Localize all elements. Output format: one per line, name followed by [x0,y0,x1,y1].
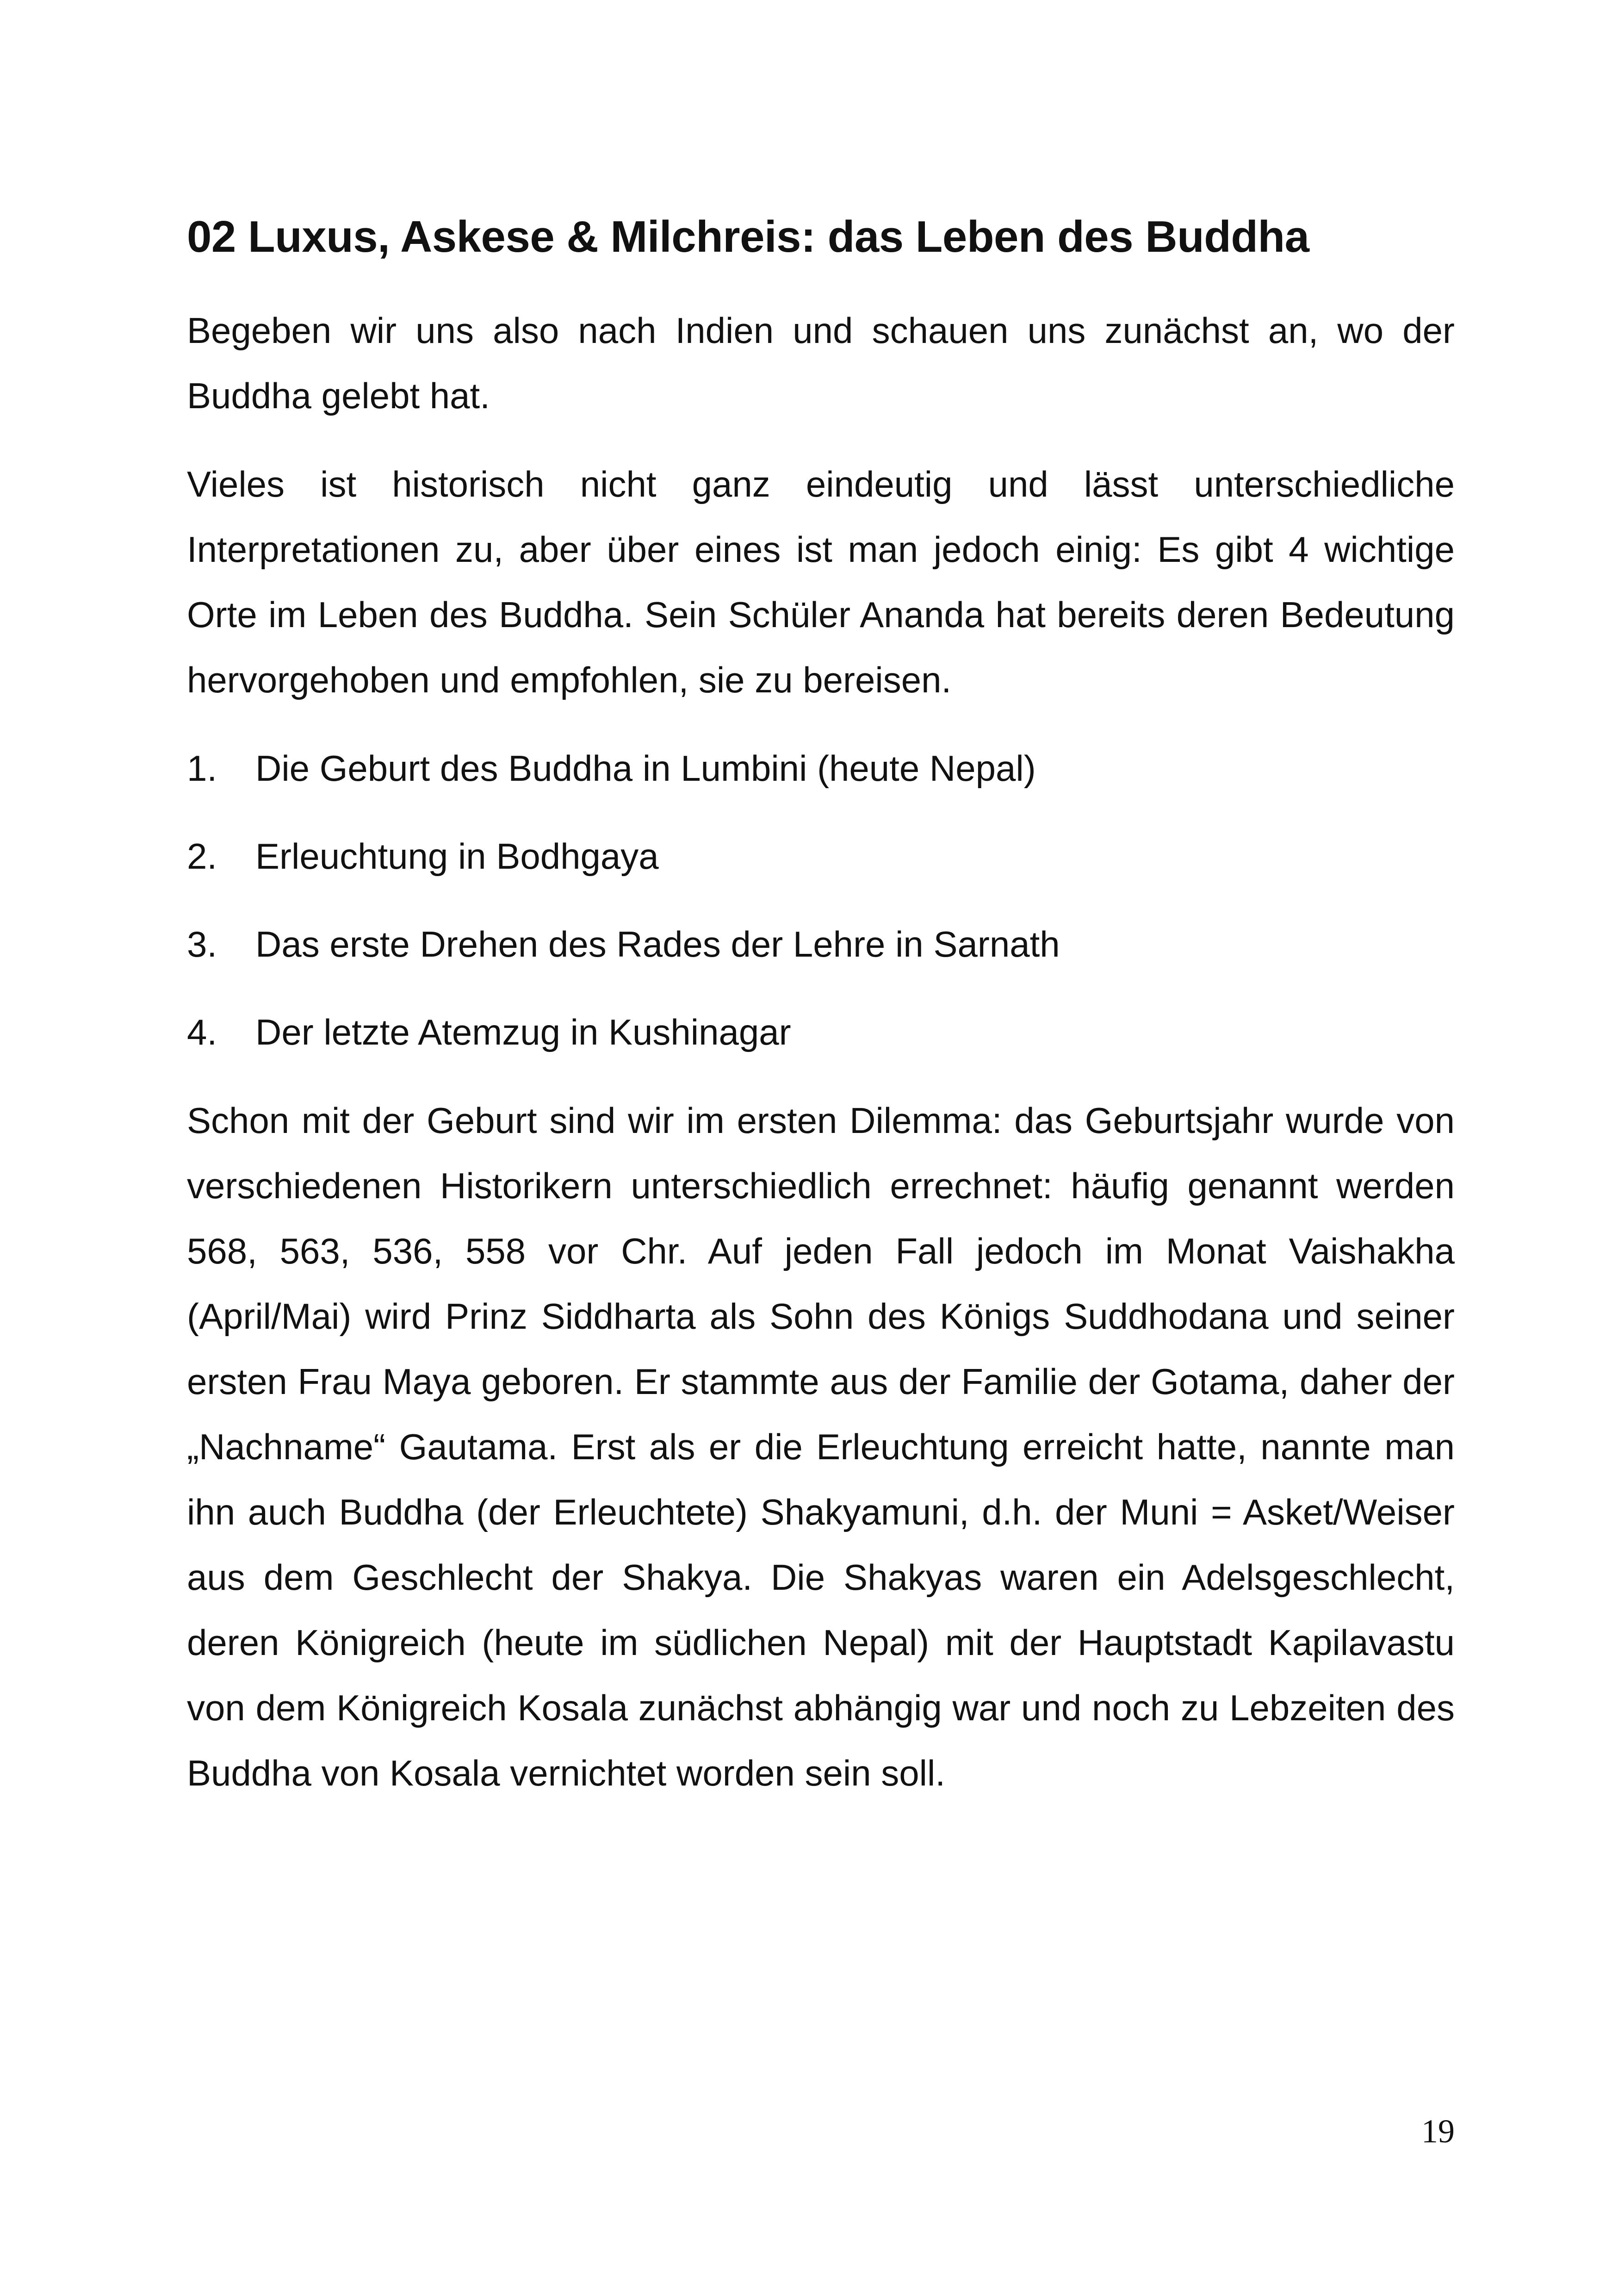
list-item [187,824,1455,889]
list-item-text: Der letzte Atemzug in Kushinagar [255,1012,791,1052]
places-list [187,736,1455,1065]
list-item [187,736,1455,801]
list-item [187,912,1455,977]
list-item-number: 2. [187,836,217,877]
places-paragraph: Vieles ist historisch nicht ganz eindeutig und lässt unterschiedliche Interpretationen zu, aber über eines ist man jedoch einig: Es gibt 4 wichtige Orte im Leben des Buddha. Sein Schüler Ananda hat bereits deren Bedeutung hervorgehoben und empfohlen, sie zu bereisen. [187,464,1455,700]
list-item [187,1000,1455,1065]
list-item-text: Erleuchtung in Bodhgaya [255,836,659,877]
page-number: 19 [1421,2113,1455,2150]
birth-paragraph: Schon mit der Geburt sind wir im ersten Dilemma: das Geburtsjahr wurde von verschiedenen Historikern unterschiedlich errechnet: häufig genannt werden 568, 563, 536, 558 vor Chr. Auf jeden Fall jedoch im Monat Vaishakha (April/Mai) wird Prinz Siddharta als Sohn des Königs Suddhodana und seiner ersten Frau Maya geboren. Er stammte aus der Familie der Gotama, daher der „Nachname“ Gautama. Erst als er die Erleuchtung erreicht hatte, nannte man ihn auch Buddha (der Erleuchtete) Shakyamuni, d.h. der Muni = Asket/Weiser aus dem Geschlecht der Shakya. Die Shakyas waren ein Adelsgeschlecht, deren Königreich (heute im südlichen Nepal) mit der Hauptstadt Kapilavastu von dem Königreich Kosala zunächst abhängig war und noch zu Lebzeiten des Buddha von Kosala vernichtet worden sein soll. [187,1100,1455,1793]
list-item-text: Das erste Drehen des Rades der Lehre in Sarnath [255,924,1060,964]
list-item-number: 1. [187,748,217,789]
intro-paragraph: Begeben wir uns also nach Indien und schauen uns zunächst an, wo der Buddha gelebt hat. [187,310,1455,416]
list-item-number: 4. [187,1012,217,1052]
list-item-number: 3. [187,924,217,964]
page-content [187,209,1455,1829]
list-item-text: Die Geburt des Buddha in Lumbini (heute Nepal) [255,748,1036,789]
chapter-heading: 02 Luxus, Askese & Milchreis: das Leben des Buddha [187,212,1309,261]
